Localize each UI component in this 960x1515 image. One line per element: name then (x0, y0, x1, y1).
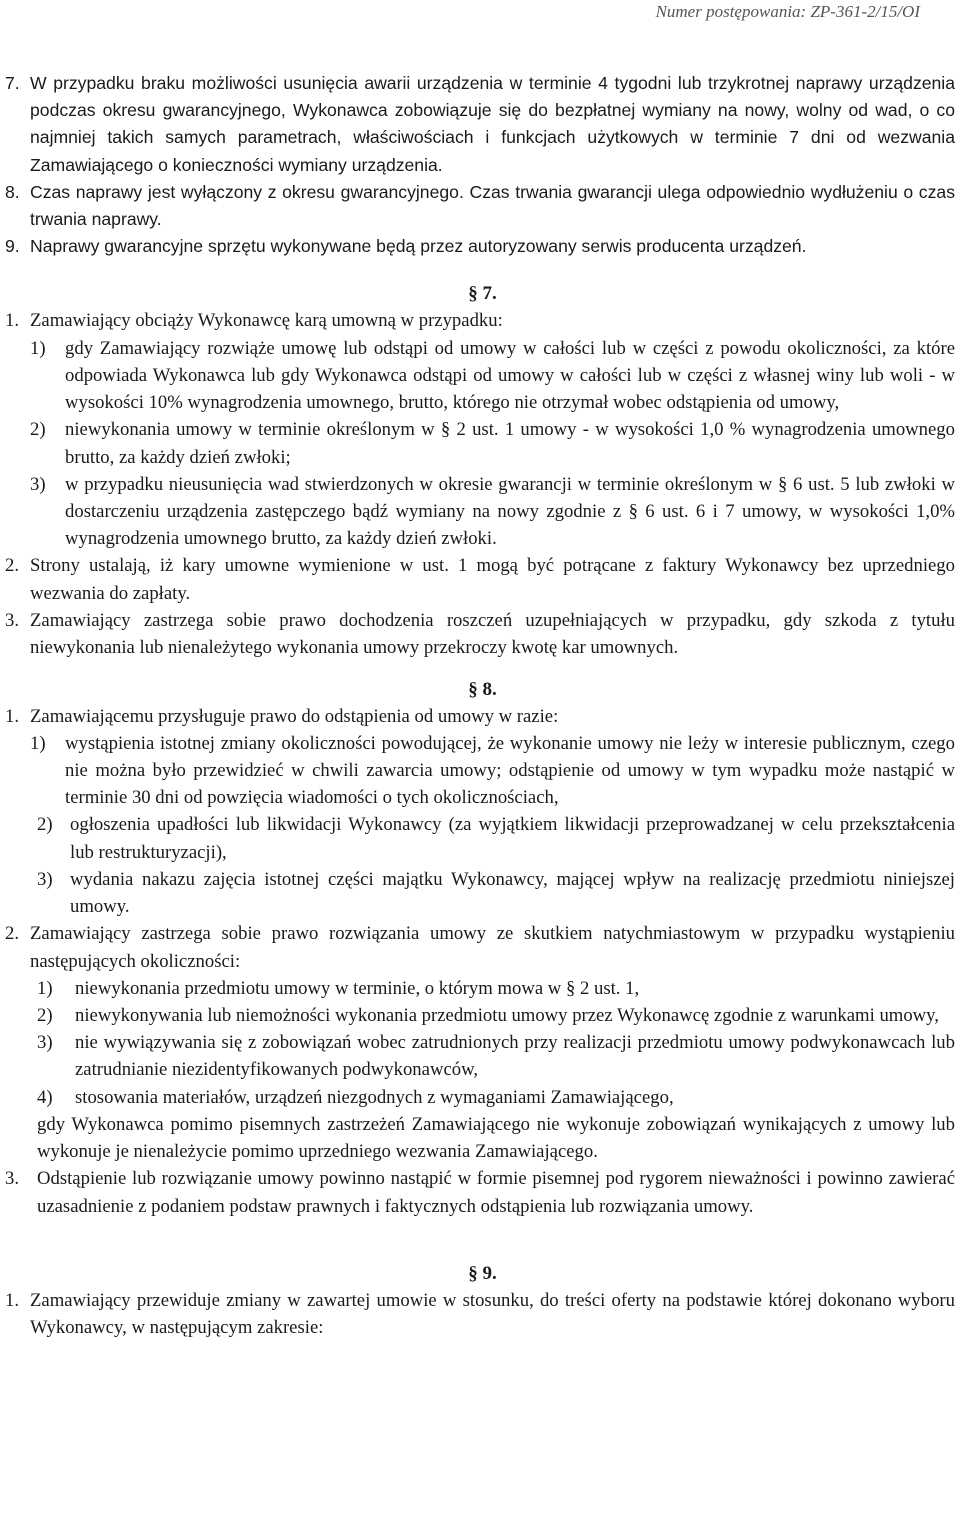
section-heading-8: § 8. (468, 678, 497, 700)
section8-paragraph-1 (0, 703, 955, 730)
point-text: W przypadku braku możliwości usunięcia awarii urządzenia w terminie 4 tygodni lub trzykrotnej naprawy urządzenia podczas okresu gwarancyjnego, Wykonawca zobowiązuje się do bezpłatnej wymiany na nowy, wolny od wad, o co najmniej takich samych parametrach, właściwościach i funkcjach użytkowych w terminie 7 dni od wezwania Zamawiającego o konieczności wymiany urządzenia. (30, 73, 955, 175)
item-number: 1) (30, 337, 46, 359)
list-item (0, 811, 955, 865)
list-item (0, 471, 955, 553)
section-heading-7: § 7. (468, 283, 497, 305)
list-item (0, 730, 955, 812)
paragraph-text: Strony ustalają, iż kary umowne wymienione w ust. 1 mogą być potrącane z faktury Wykonawcy bez uprzedniego wezwania do zapłaty. (30, 555, 955, 604)
paragraph-number: 1. (5, 310, 20, 332)
item-number: 2) (37, 814, 53, 836)
item-text: niewykonania umowy w terminie określonym w § 2 ust. 1 umowy - w wysokości 1,0 % wynagrodzenia umownego brutto, za każdy dzień zwłoki; (65, 419, 955, 468)
item-number: 2) (30, 419, 46, 441)
list-item (0, 1029, 955, 1083)
item-number: 4) (37, 1086, 53, 1108)
point-number: 8. (5, 181, 20, 202)
list-item (0, 416, 955, 470)
section7-penalty-list (0, 335, 955, 553)
item-text: gdy Zamawiający rozwiąże umowę lub odstąpi od umowy w całości lub w części z powodu okoliczności, za które odpowiada Wykonawca lub gdy Wykonawca odstąpi od umowy w całości lub w części z własnej winy lub woli - w wysokości 10% wynagrodzenia umownego, brutto, którego nie otrzymał wobec odstąpienia od umowy, (65, 337, 955, 414)
paragraph-number: 2. (5, 923, 20, 945)
warranty-point-8 (0, 179, 955, 233)
point-text: Czas naprawy jest wyłączony z okresu gwarancyjnego. Czas trwania gwarancji ulega odpowiednio wydłużeniu o czas trwania naprawy. (30, 181, 955, 230)
section7-paragraph-1 (0, 307, 955, 334)
item-text: nie wywiązywania się z zobowiązań wobec zatrudnionych przy realizacji przedmiotu umowy podwykonawcach lub zatrudnianie niezidentyfikowanych podwykonawców, (75, 1032, 955, 1081)
list-item (0, 975, 955, 1002)
section8-paragraph-2 (0, 920, 955, 975)
paragraph-text: Zamawiający obciąży Wykonawcę karą umowną w przypadku: (30, 310, 503, 332)
item-text: stosowania materiałów, urządzeń niezgodnych z wymaganiami Zamawiającego, (75, 1086, 674, 1108)
point-text: Naprawy gwarancyjne sprzętu wykonywane będą przez autoryzowany serwis producenta urządzeń. (30, 236, 807, 257)
point-number: 9. (5, 236, 20, 257)
document-header: Numer postępowania: ZP-361-2/15/OI (655, 2, 920, 21)
section8-termination-list (0, 975, 955, 1111)
section8-paragraph-3 (0, 1165, 955, 1220)
section7-paragraph-2 (0, 552, 955, 607)
item-text: niewykonania przedmiotu umowy w terminie, o którym mowa w § 2 ust. 1, (75, 977, 640, 999)
paragraph-number: 1. (5, 705, 20, 727)
item-number: 1) (37, 977, 53, 999)
paragraph-text: Zamawiający przewiduje zmiany w zawartej umowie w stosunku, do treści oferty na podstawie której dokonano wyboru Wykonawcy, w następującym zakresie: (30, 1289, 955, 1339)
item-number: 2) (37, 1005, 53, 1027)
paragraph-text: Odstąpienie lub rozwiązanie umowy powinno nastąpić w formie pisemnej pod rygorem nieważności i powinno zawierać uzasadnienie z podaniem podstaw prawnych i faktycznych odstąpienia lub rozwiązania umowy. (37, 1168, 955, 1217)
point-number: 7. (5, 73, 20, 93)
paragraph-number: 3. (5, 1168, 20, 1190)
item-number: 1) (30, 732, 46, 754)
list-item (0, 335, 955, 417)
item-text: niewykonywania lub niemożności wykonania przedmiotu umowy przez Wykonawcę zgodnie z warunkami umowy, (75, 1005, 939, 1027)
section7-paragraph-3 (0, 607, 955, 662)
paragraph-number: 2. (5, 555, 20, 577)
document-body (0, 70, 955, 1341)
list-item (0, 1084, 955, 1111)
paragraph-text: Zamawiający zastrzega sobie prawo dochodzenia roszczeń uzupełniających w przypadku, gdy szkoda z tytułu niewykonania lub nienależytego wykonania umowy przekroczy kwotę kar umownych. (30, 609, 955, 659)
warranty-point-7 (0, 70, 955, 179)
section9-paragraph-1 (0, 1287, 955, 1342)
paragraph-text: Zamawiającemu przysługuje prawo do odstąpienia od umowy w razie: (30, 705, 559, 727)
paragraph-text: Zamawiający zastrzega sobie prawo rozwiązania umowy ze skutkiem natychmiastowym w przypadku wystąpieniu następujących okoliczności: (30, 923, 955, 972)
list-item (0, 866, 955, 920)
section-heading-9: § 9. (468, 1262, 497, 1284)
item-number: 3) (37, 868, 53, 890)
item-number: 3) (37, 1032, 53, 1054)
section8-paragraph-2-closing: gdy Wykonawca pomimo pisemnych zastrzeżeń Zamawiającego nie wykonuje zobowiązań wynikających z umowy lub wykonuje je nienależycie pomimo uprzedniego wezwania Zamawiającego. (37, 1113, 955, 1163)
section8-withdrawal-list (0, 730, 955, 920)
paragraph-number: 1. (5, 1289, 20, 1311)
paragraph-number: 3. (5, 609, 20, 631)
item-text: wystąpienia istotnej zmiany okoliczności powodującej, że wykonanie umowy nie leży w interesie publicznym, czego nie można było przewidzieć w chwili zawarcia umowy; odstąpienie od umowy w tym wypadku może nastąpić w terminie 30 dni od powzięcia wiadomości o tych okolicznościach, (65, 732, 955, 809)
item-text: w przypadku nieusunięcia wad stwierdzonych w okresie gwarancji w terminie określonym w § 6 ust. 5 lub zwłoki w dostarczeniu urządzenia zastępczego bądź wymiany na nowy zgodnie z § 6 ust. 6 i 7 umowy, w wysokości 1,0% wynagrodzenia umownego brutto, za każdy dzień zwłoki. (65, 473, 955, 550)
warranty-point-9 (0, 233, 955, 260)
list-item (0, 1002, 955, 1029)
item-number: 3) (30, 473, 46, 495)
item-text: wydania nakazu zajęcia istotnej części majątku Wykonawcy, mającej wpływ na realizację przedmiotu niniejszej umowy. (70, 868, 955, 918)
item-text: ogłoszenia upadłości lub likwidacji Wykonawcy (za wyjątkiem likwidacji przeprowadzanej w celu przekształcenia lub restrukturyzacji), (70, 814, 955, 863)
